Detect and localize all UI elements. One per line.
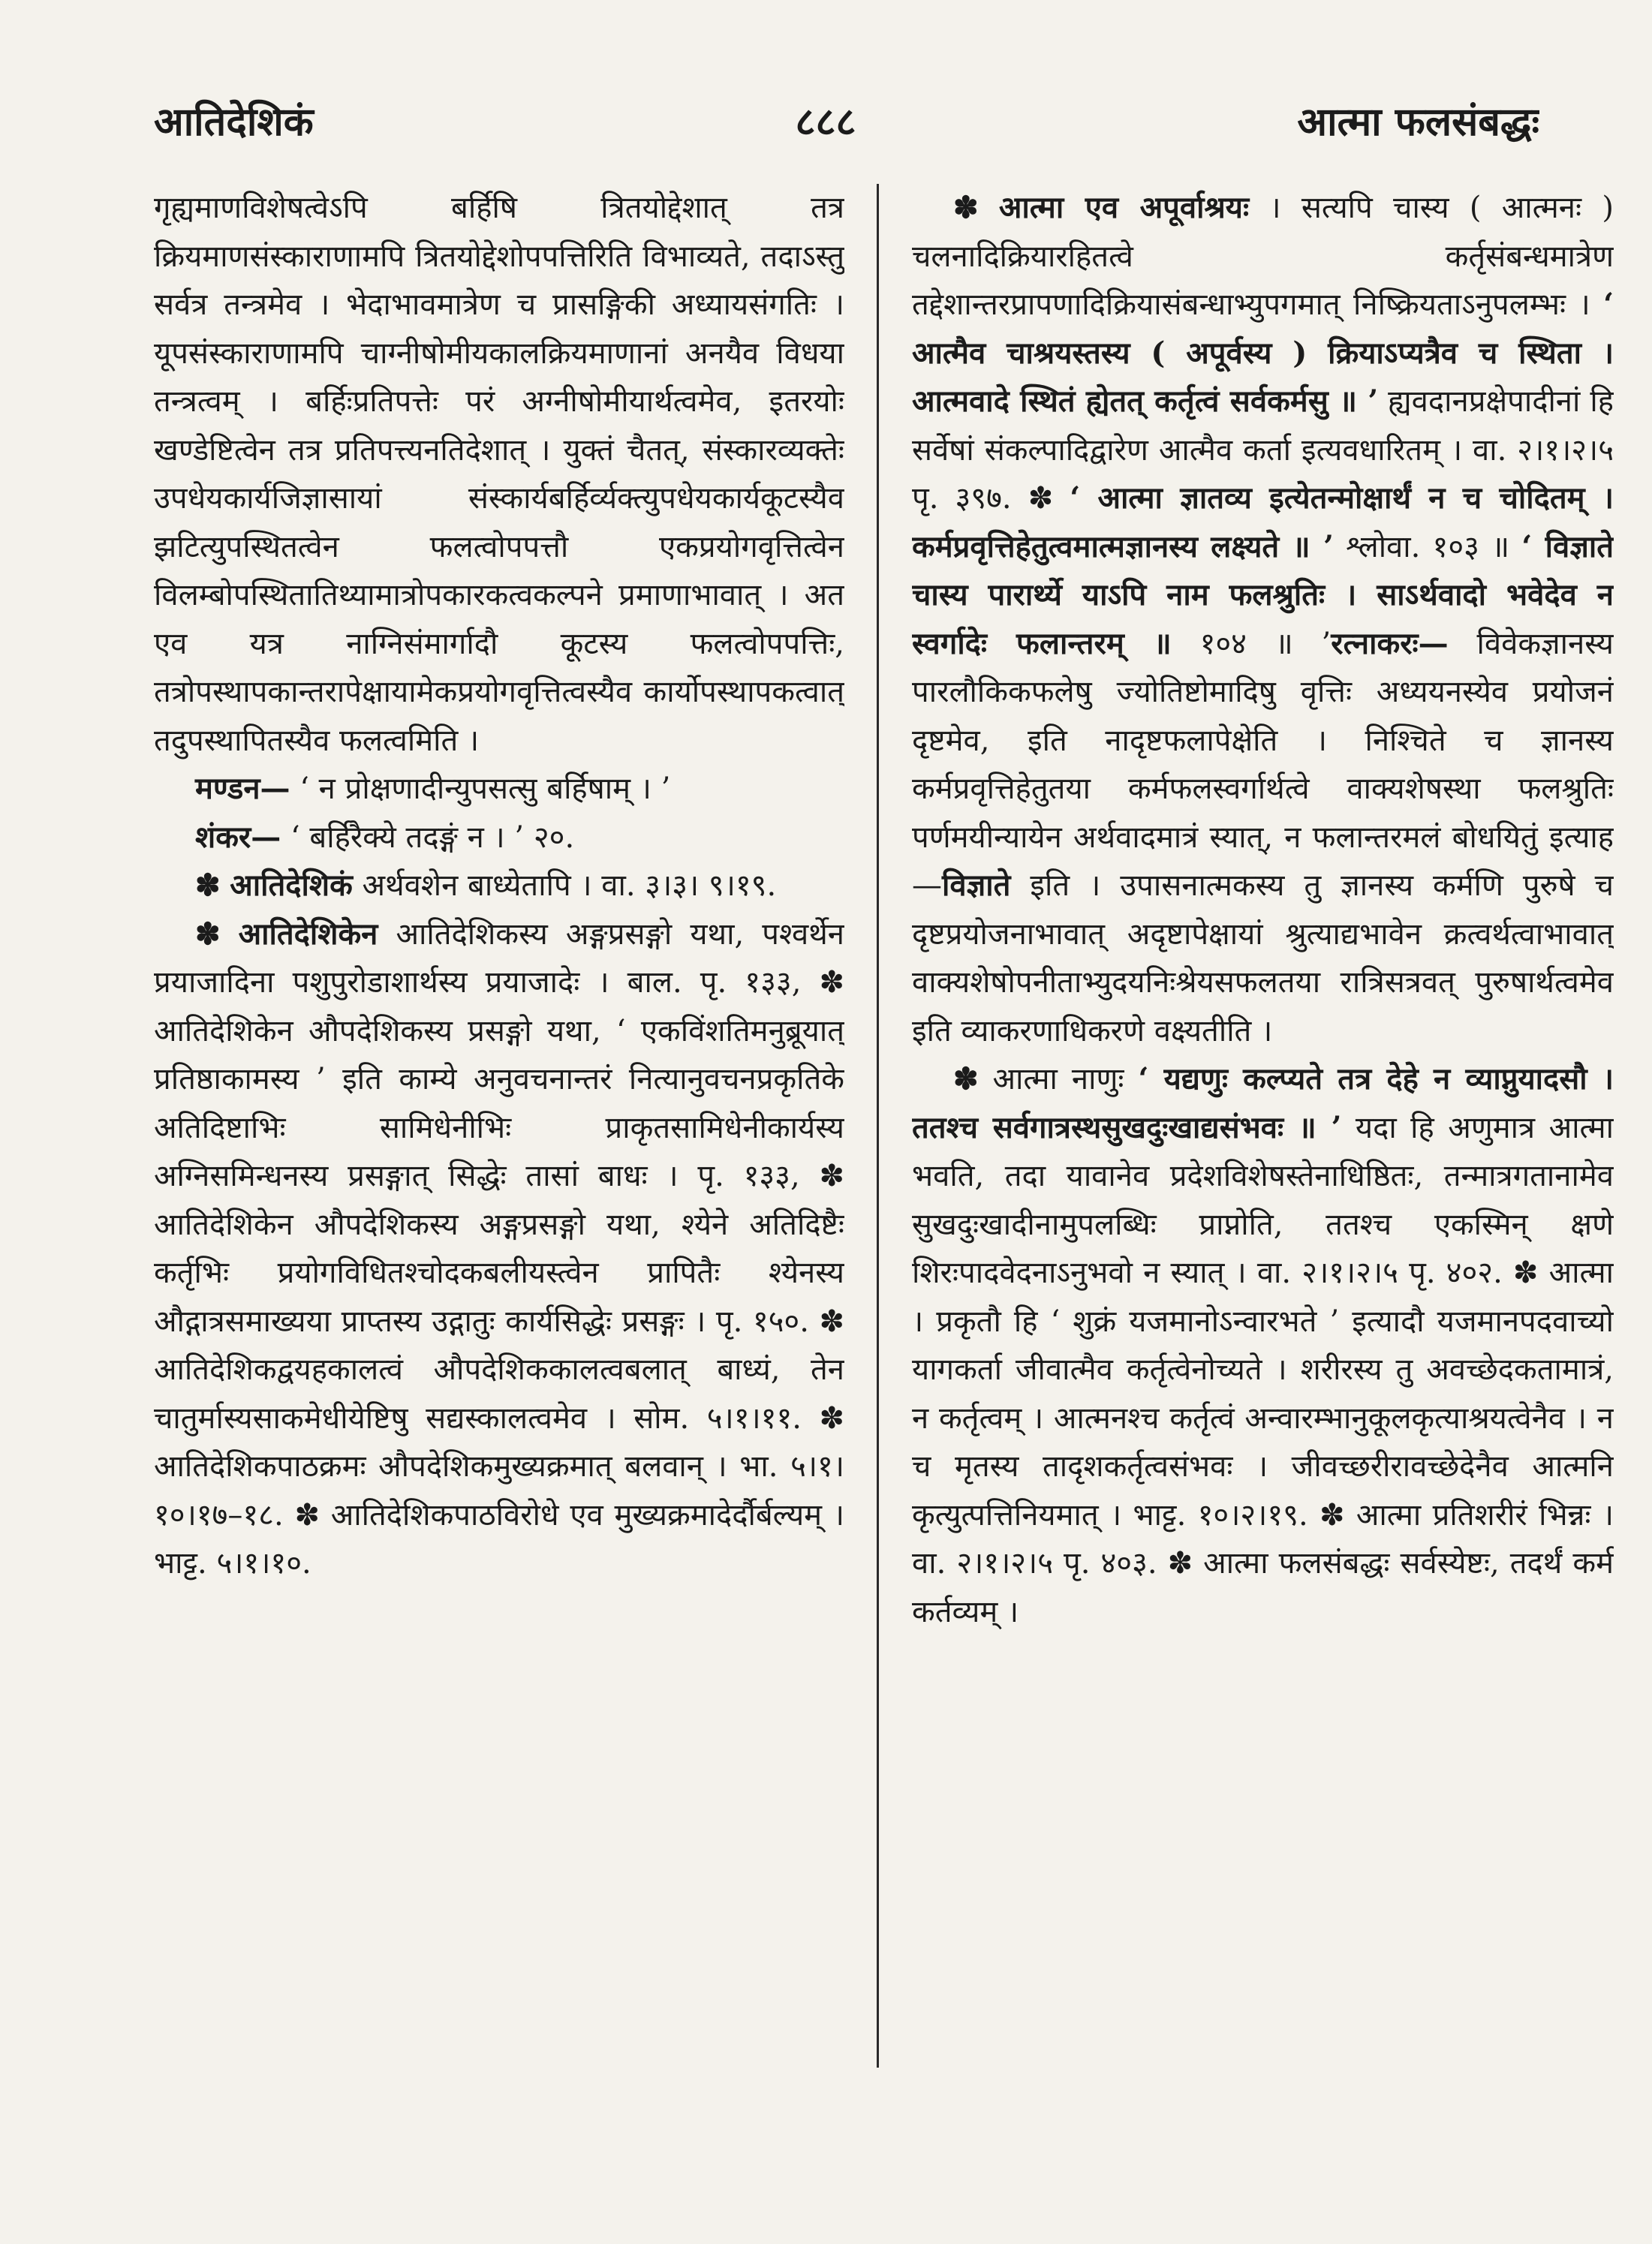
- entry-text: यदा हि अणुमात्र आत्मा भवति, तदा यावानेव प्रदेशविशेषस्तेनाधिष्ठितः, तन्मात्रगतानामेव सुखदुःखादीनामुपलब्धिः प्राप्नोति, ततश्च एकस्मिन् क्षणे शिरःपादवेदनाऽनुभवो न स्यात् । वा. २।१।२।५ पृ. ४०२. ✽ आत्मा । प्रकृतौ हि ‘ शुक्रं यजमानोऽन्वारभते ’ इत्यादौ यजमानपदवाच्यो यागकर्ता जीवात्मैव कर्तृत्वेनोच्यते । शरीरस्य तु अवच्छेदकतामात्रं, न कर्तृत्वम् । आत्मनश्च कर्तृत्वं अन्वारम्भानुकूलकृत्याश्रयत्वेनैव । न च मृतस्य तादृशकर्तृत्वसंभवः । जीवच्छरीरावच्छेदेनैव आत्मनि कृत्युत्पत्तिनियमात् । भाट्ट. १०।२।१९. ✽ आत्मा प्रतिशरीरं भिन्नः । वा. २।१।२।५ पृ. ४०३. ✽ आत्मा फलसंबद्धः सर्वस्येष्टः, तदर्थं कर्म कर्तव्यम् ।: [912, 1110, 1614, 1629]
- shankara-label: शंकर—: [195, 819, 281, 855]
- running-head-right: आत्मा फलसंबद्धः: [1297, 99, 1539, 145]
- shankara-verse: [154, 814, 844, 862]
- entry-atideshikena-text: आतिदेशिकस्य अङ्गप्रसङ्गो यथा, पश्वर्थेन प्रयाजादिना पशुपुरोडाशार्थस्य प्रयाजादेः । बाल. पृ. १३३, ✽ आतिदेशिकेन औपदेशिकस्य प्रसङ्गो यथा, ‘ एकविंशतिमनुब्रूयात् प्रतिष्ठाकामस्य ’ इति काम्ये अनुवचनान्तरं नित्यानुवचनप्रकृतिके अतिदिष्टाभिः सामिधेनीभिः प्राकृतसामिधेनीकार्यस्य अग्निसमिन्धनस्य प्रसङ्गात् सिद्धेः तासां बाधः । पृ. १३३, ✽ आतिदेशिकेन औपदेशिकस्य अङ्गप्रसङ्गो यथा, श्येने अतिदिष्टैः कर्तृभिः प्रयोगविधितश्चोदकबलीयस्त्वेन प्रापितैः श्येनस्य औद्गात्रसमाख्यया प्राप्तस्य उद्गातुः कार्यसिद्धेः प्रसङ्गः । पृ. १५०. ✽ आतिदेशिकद्वयहकालत्वं औपदेशिककालत्वबलात् बाध्यं, तेन चातुर्मास्यसाकमेधीयेष्टिषु सद्यस्कालत्वमेव । सोम. ५।१।११. ✽ आतिदेशिकपाठक्रमः औपदेशिकमुख्यक्रमात् बलवान् । भा. ५।१।१०।१७–१८. ✽ आतिदेशिकपाठविरोधे एव मुख्यक्रमादेर्दौर्बल्यम् । भाट्ट. ५।१।१०.: [154, 916, 844, 1581]
- entry-text: श्लोवा. १०३ ॥: [1346, 529, 1510, 564]
- entry-atideshikena: [154, 910, 844, 1588]
- verse-vijnate: ‘ विज्ञाते चास्य पारार्थ्ये याऽपि नाम फलश्रुतिः । साऽर्थवादो भवेदेव न स्वर्गादेः फलान्तरम् ॥: [912, 528, 1614, 661]
- right-column: [912, 184, 1614, 2143]
- mandana-text: ‘ न प्रोक्षणादीन्युपसत्सु बर्हिषाम् । ’: [299, 772, 671, 806]
- verse-atma-jnatavya: ‘ आत्मा ज्ञातव्य इत्येतन्मोक्षार्थं न च चोदितम् । कर्मप्रवृत्तिहेतुत्वमात्मज्ञानस्य लक्ष्यते ॥ ’: [912, 480, 1614, 564]
- entry-text: । सत्यपि चास्य ( आत्मनः ) चलनादिक्रियारहितत्वे कर्तृसंबन्धमात्रेण तद्देशान्तरप्रापणादिक्रियासंबन्धाभ्युपगमात् निष्क्रियताऽनुपलम्भः ।: [912, 191, 1614, 322]
- entry-atma-apurvashraya: [912, 184, 1614, 1055]
- left-column: [154, 184, 844, 2143]
- entry-text: ह्यवदानप्रक्षेपादीनां हि सर्वेषां संकल्पादिद्वारेण आत्मैव कर्ता इत्यवधारितम् । वा. २।१।२।५ पृ. ३९७. ✽: [912, 384, 1614, 516]
- column-rule: [877, 184, 879, 2068]
- asterism-icon: ✽: [953, 190, 979, 225]
- vijnate-word: विज्ञाते: [942, 868, 1011, 903]
- entry-text: विवेकज्ञानस्य पारलौकिकफलेषु ज्योतिष्टोमादिषु वृत्तिः अध्ययनस्येव प्रयोजनं दृष्टमेव, इति नादृष्टफलापेक्षेति । निश्चिते च ज्ञानस्य कर्मप्रवृत्तिहेतुतया कर्मफलस्वर्गार्थत्वे वाक्यशेषस्था फलश्रुतिः पर्णमयीन्यायेन अर्थवादमात्रं स्यात्, न फलान्तरमलं बोधयितुं इत्याह—: [912, 626, 1614, 903]
- entry-atma-nanuh: [912, 1055, 1614, 1636]
- asterism-icon: ✽: [953, 1061, 979, 1096]
- headword-atideshikam: आतिदेशिकं: [230, 868, 353, 903]
- running-head-left: आतिदेशिकं: [154, 99, 314, 145]
- entry-atideshikam: [154, 862, 844, 910]
- headword-atma-nanuh: आत्मा नाणुः: [992, 1062, 1124, 1096]
- shankara-text: ‘ बर्हिरैक्ये तदङ्गं न । ’ २०.: [290, 820, 575, 855]
- entry-text: इति । उपासनात्मकस्य तु ज्ञानस्य कर्मणि पुरुषे च दृष्टप्रयोजनाभावात् अदृष्टापेक्षायां श्रुत्याद्यभावेन क्रत्वर्थत्वाभावात् वाक्यशेषोपनीताभ्युदयनिःश्रेयसफलतया रात्रिसत्रवत् पुरुषार्थत्वमेव इति व्याकरणाधिकरणे वक्ष्यतीति ।: [912, 868, 1614, 1048]
- asterism-icon: ✽: [195, 916, 221, 952]
- mandana-verse: [154, 765, 844, 814]
- entry-atideshikam-text: अर्थवशेन बाध्येतापि । वा. ३।३। ९।१९.: [362, 868, 777, 903]
- ratnakara-label: रत्नाकरः—: [1331, 625, 1449, 661]
- headword-atideshikena: आतिदेशिकेन: [238, 916, 378, 952]
- entry-continuation: गृह्यमाणविशेषत्वेऽपि बर्हिषि त्रितयोद्देशात् तत्र क्रियमाणसंस्काराणामपि त्रितयोद्देशोपपत्तिरिति विभाव्यते, तदाऽस्तु सर्वत्र तन्त्रमेव । भेदाभावमात्रेण च प्रासङ्गिकी अध्यायसंगतिः । यूपसंस्काराणामपि चाग्नीषोमीयकालक्रियमाणानां अनयैव विधया तन्त्रत्वम् । बर्हिःप्रतिपत्तेः परं अग्नीषोमीयार्थत्वमेव, इतरयोः खण्डेष्टित्वेन तत्र प्रतिपत्त्यनतिदेशात् । युक्तं चैतत्, संस्कारव्यक्तेः उपधेयकार्यजिज्ञासायां संस्कार्यबर्हिर्व्यक्त्युपधेयकार्यकूटस्यैव झटित्युपस्थितत्वेन फलत्वोपपत्तौ एकप्रयोगवृत्तित्वेन विलम्बोपस्थितातिथ्यामात्रोपकारकत्वकल्पने प्रमाणाभावात् । अत एव यत्र नाग्निसंमार्गादौ कूटस्य फलत्वोपपत्तिः, तत्रोपस्थापकान्तरापेक्षायामेकप्रयोगवृत्तित्वस्यैव कार्योपस्थापकत्वात् तदुपस्थापितस्यैव फलत्वमिति ।: [154, 191, 844, 758]
- entry-text: १०४ ॥ ’: [1199, 626, 1332, 661]
- asterism-icon: ✽: [195, 868, 221, 903]
- headword-atma-eva: आत्मा एव अपूर्वाश्रयः: [998, 190, 1250, 225]
- page-number: ८८८: [795, 99, 856, 145]
- verse-yadyanuh: ‘ यद्यणुः कल्प्यते तत्र देहे न व्याप्नुयादसौ । ततश्च सर्वगात्रस्थसुखदुःखाद्यसंभवः ॥ ’: [912, 1061, 1614, 1145]
- verse-atmaiva: ‘ आत्मैव चाश्रयस्तस्य ( अपूर्वस्य ) क्रियाऽप्यत्रैव च स्थिता । आत्मवादे स्थितं ह्येतत् कर्तृत्वं सर्वकर्मसु ॥ ’: [912, 287, 1614, 419]
- mandana-label: मण्डन—: [195, 771, 290, 806]
